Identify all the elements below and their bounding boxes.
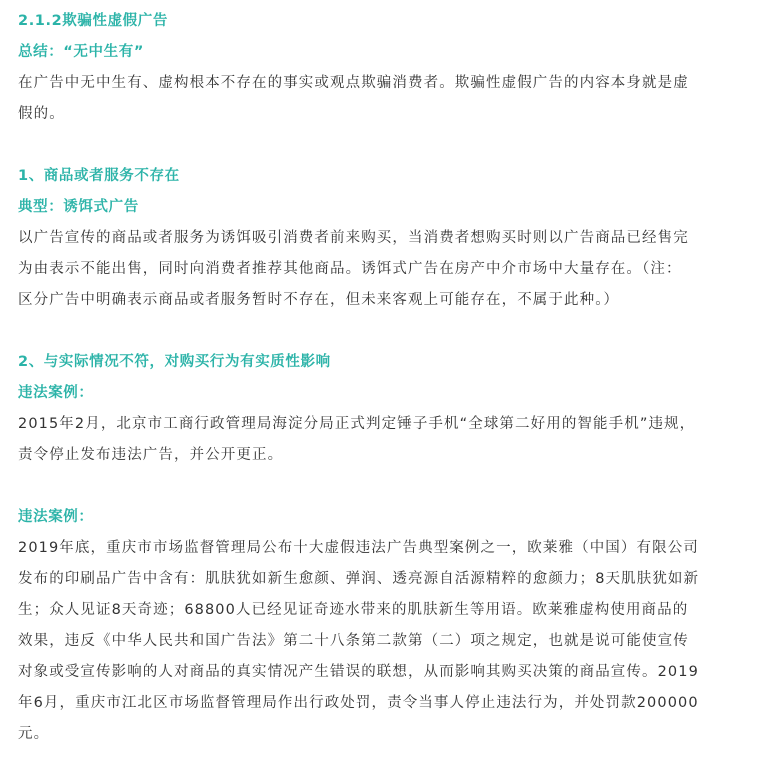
paragraph-line: 效果，违反《中华人民共和国广告法》第二十八条第二款第（二）项之规定，也就是说可能使宣传 bbox=[18, 633, 689, 649]
spacer bbox=[18, 130, 765, 161]
case2-paragraph bbox=[18, 533, 765, 750]
item2-title: 2、与实际情况不符，对购买行为有实质性影响 bbox=[18, 354, 331, 370]
paragraph-line: 对象或受宣传影响的人对商品的真实情况产生错误的联想，从而影响其购买决策的商品宣传。2019 bbox=[18, 664, 699, 680]
spacer bbox=[18, 471, 765, 502]
case1-label: 违法案例： bbox=[18, 385, 94, 401]
section-title: 2.1.2欺骗性虚假广告 bbox=[18, 13, 168, 29]
paragraph-line: 为由表示不能出售，同时向消费者推荐其他商品。诱饵式广告在房产中介市场中大量存在。（注： bbox=[18, 261, 682, 277]
paragraph-line: 2019年底，重庆市市场监督管理局公布十大虚假违法广告典型案例之一，欧莱雅（中国）有限公司 bbox=[18, 540, 699, 556]
paragraph-line: 在广告中无中生有、虚构根本不存在的事实或观点欺骗消费者。欺骗性虚假广告的内容本身就是虚 bbox=[18, 75, 689, 91]
paragraph-line: 年6月，重庆市江北区市场监督管理局作出行政处罚，责令当事人停止违法行为，并处罚款200000 bbox=[18, 695, 699, 711]
summary-label: 总结：“无中生有” bbox=[18, 44, 144, 60]
item1-typical-label: 典型：诱饵式广告 bbox=[18, 199, 139, 215]
case1-paragraph bbox=[18, 409, 765, 471]
item1-paragraph bbox=[18, 223, 765, 316]
paragraph-line: 元。 bbox=[18, 726, 50, 742]
paragraph-line: 2015年2月，北京市工商行政管理局海淀分局正式判定锤子手机“全球第二好用的智能手机”违规， bbox=[18, 416, 696, 432]
item1-title: 1、商品或者服务不存在 bbox=[18, 168, 180, 184]
spacer bbox=[18, 316, 765, 347]
paragraph-line: 假的。 bbox=[18, 106, 65, 122]
paragraph-line: 责令停止发布违法广告，并公开更正。 bbox=[18, 447, 284, 463]
paragraph-line: 生；众人见证8天奇迹；68800人已经见证奇迹水带来的肌肤新生等用语。欧莱雅虚构使用商品的 bbox=[18, 602, 689, 618]
summary-paragraph bbox=[18, 68, 765, 130]
paragraph-line: 以广告宣传的商品或者服务为诱饵吸引消费者前来购买，当消费者想购买时则以广告商品已经售完 bbox=[18, 230, 689, 246]
paragraph-line: 区分广告中明确表示商品或者服务暂时不存在，但未来客观上可能存在，不属于此种。） bbox=[18, 292, 620, 308]
case2-label: 违法案例： bbox=[18, 509, 94, 525]
paragraph-line: 发布的印刷品广告中含有：肌肤犹如新生愈颜、弹润、透亮源自活源精粹的愈颜力；8天肌肤犹如新 bbox=[18, 571, 700, 587]
